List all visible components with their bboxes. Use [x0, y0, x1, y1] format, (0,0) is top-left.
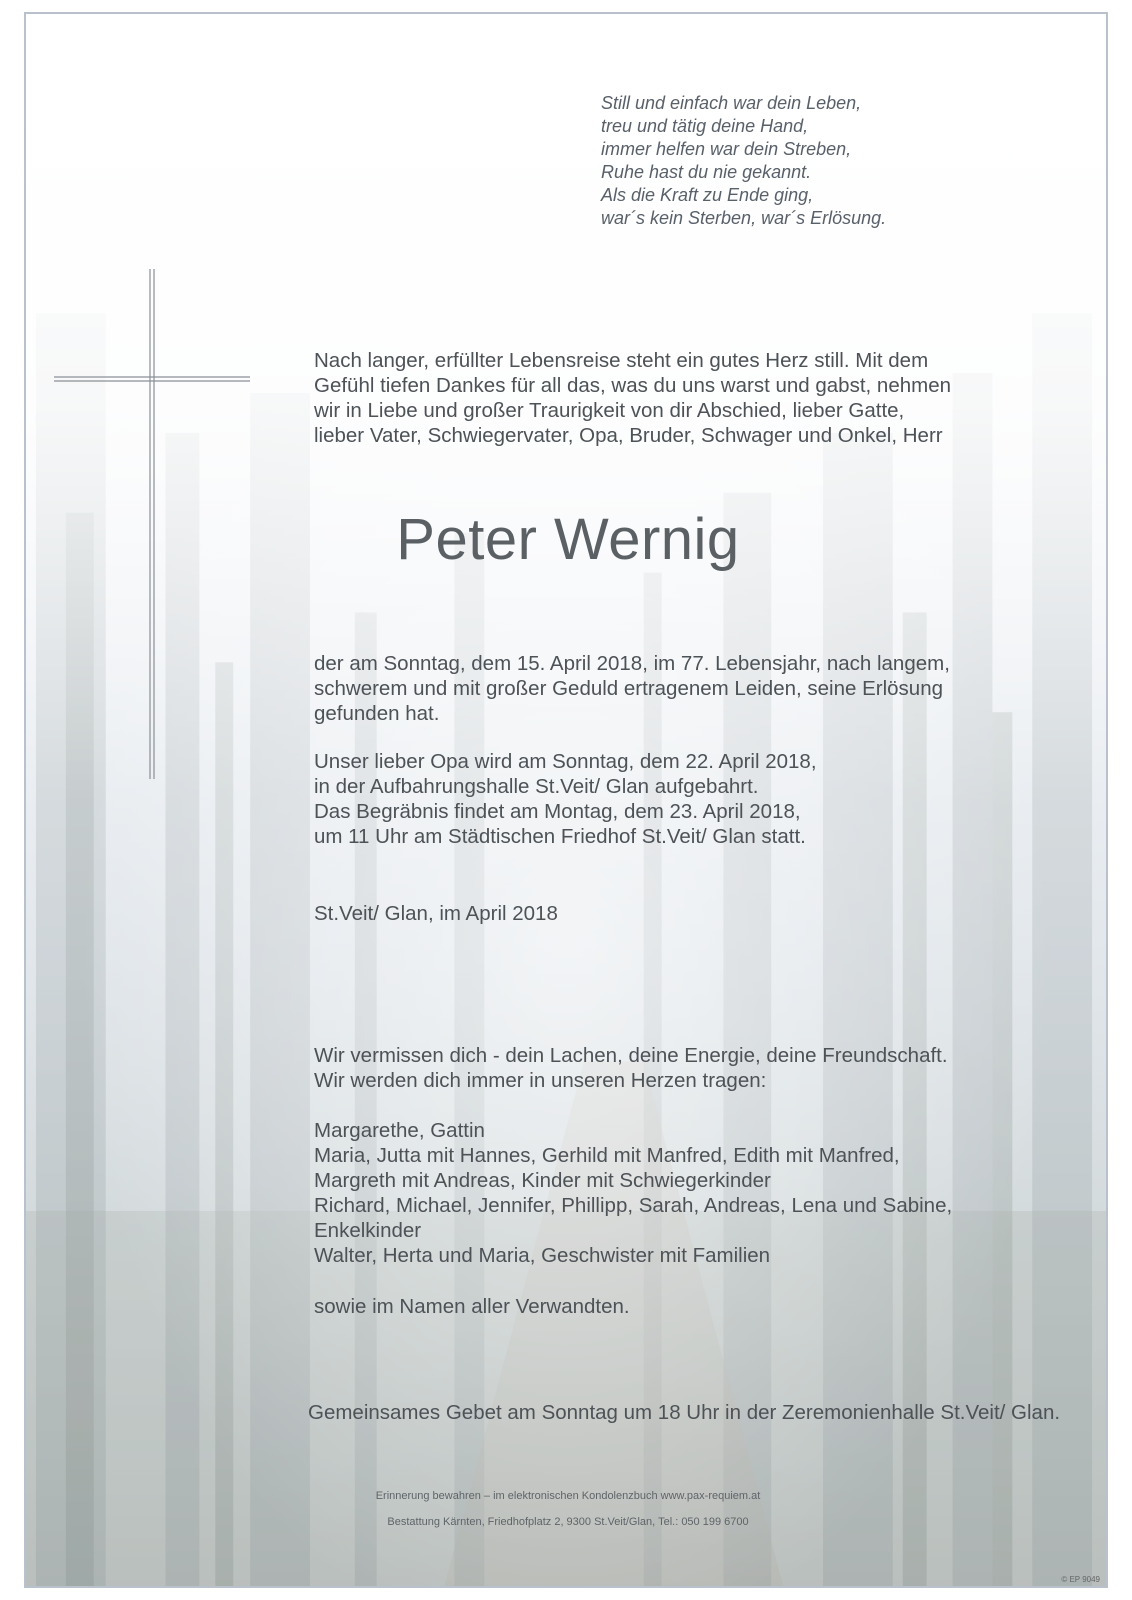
- relatives-line: sowie im Namen aller Verwandten.: [314, 1295, 630, 1318]
- poem-line: treu und tätig deine Hand,: [601, 116, 809, 136]
- tribute-paragraph: [314, 1043, 948, 1093]
- death-paragraph: [314, 651, 950, 726]
- intro-line: Nach langer, erfüllter Lebensreise steht ein gutes Herz still. Mit dem: [314, 349, 929, 372]
- mourners-list: [314, 1118, 952, 1268]
- prayer-notice: Gemeinsames Gebet am Sonntag um 18 Uhr in der Zeremonienhalle St.Veit/ Glan.: [308, 1401, 1061, 1424]
- tribute-line: Wir vermissen dich - dein Lachen, deine Energie, deine Freundschaft.: [314, 1044, 948, 1067]
- poem-line: immer helfen war dein Streben,: [601, 139, 852, 159]
- funeral-line: Unser lieber Opa wird am Sonntag, dem 22. April 2018,: [314, 750, 817, 773]
- poem-line: Als die Kraft zu Ende ging,: [601, 185, 814, 205]
- poem-line: Ruhe hast du nie gekannt.: [601, 162, 812, 182]
- funeral-paragraph: [314, 749, 817, 849]
- obituary-content: [26, 14, 1106, 1586]
- mourner-line: Margreth mit Andreas, Kinder mit Schwiegerkinder: [314, 1169, 771, 1192]
- mourner-line: Richard, Michael, Jennifer, Phillipp, Sarah, Andreas, Lena und Sabine,: [314, 1194, 953, 1217]
- mourner-line: Walter, Herta und Maria, Geschwister mit Familien: [314, 1244, 771, 1267]
- tribute-line: Wir werden dich immer in unseren Herzen tragen:: [314, 1069, 767, 1092]
- intro-line: lieber Vater, Schwiegervater, Opa, Bruder, Schwager und Onkel, Herr: [314, 424, 943, 447]
- intro-paragraph: [314, 348, 951, 448]
- death-line: der am Sonntag, dem 15. April 2018, im 77. Lebensjahr, nach langem,: [314, 652, 950, 675]
- intro-line: wir in Liebe und großer Traurigkeit von dir Abschied, lieber Gatte,: [314, 399, 905, 422]
- funeral-line: Das Begräbnis findet am Montag, dem 23. April 2018,: [314, 800, 801, 823]
- deceased-name: Peter Wernig: [396, 507, 740, 572]
- death-line: schwerem und mit großer Geduld ertragenem Leiden, seine Erlösung: [314, 677, 943, 700]
- mourner-line: Enkelkinder: [314, 1219, 422, 1242]
- poem-line: Still und einfach war dein Leben,: [601, 93, 862, 113]
- place-date: St.Veit/ Glan, im April 2018: [314, 902, 558, 925]
- mourner-line: Margarethe, Gattin: [314, 1119, 485, 1142]
- footer-address-line: Bestattung Kärnten, Friedhofplatz 2, 9300 St.Veit/Glan, Tel.: 050 199 6700: [387, 1516, 749, 1528]
- poem-line: war´s kein Sterben, war´s Erlösung.: [601, 208, 887, 228]
- intro-line: Gefühl tiefen Dankes für all das, was du uns warst und gabst, nehmen: [314, 374, 952, 397]
- funeral-line: um 11 Uhr am Städtischen Friedhof St.Veit/ Glan statt.: [314, 825, 806, 848]
- footer-condolence-line: Erinnerung bewahren – im elektronischen Kondolenzbuch www.pax-requiem.at: [375, 1490, 761, 1502]
- funeral-line: in der Aufbahrungshalle St.Veit/ Glan aufgebahrt.: [314, 775, 759, 798]
- obituary-card: [24, 12, 1108, 1588]
- poem: [601, 92, 886, 230]
- mourner-line: Maria, Jutta mit Hannes, Gerhild mit Manfred, Edith mit Manfred,: [314, 1144, 900, 1167]
- product-code: © EP 9049: [1061, 1575, 1100, 1584]
- death-line: gefunden hat.: [314, 702, 440, 725]
